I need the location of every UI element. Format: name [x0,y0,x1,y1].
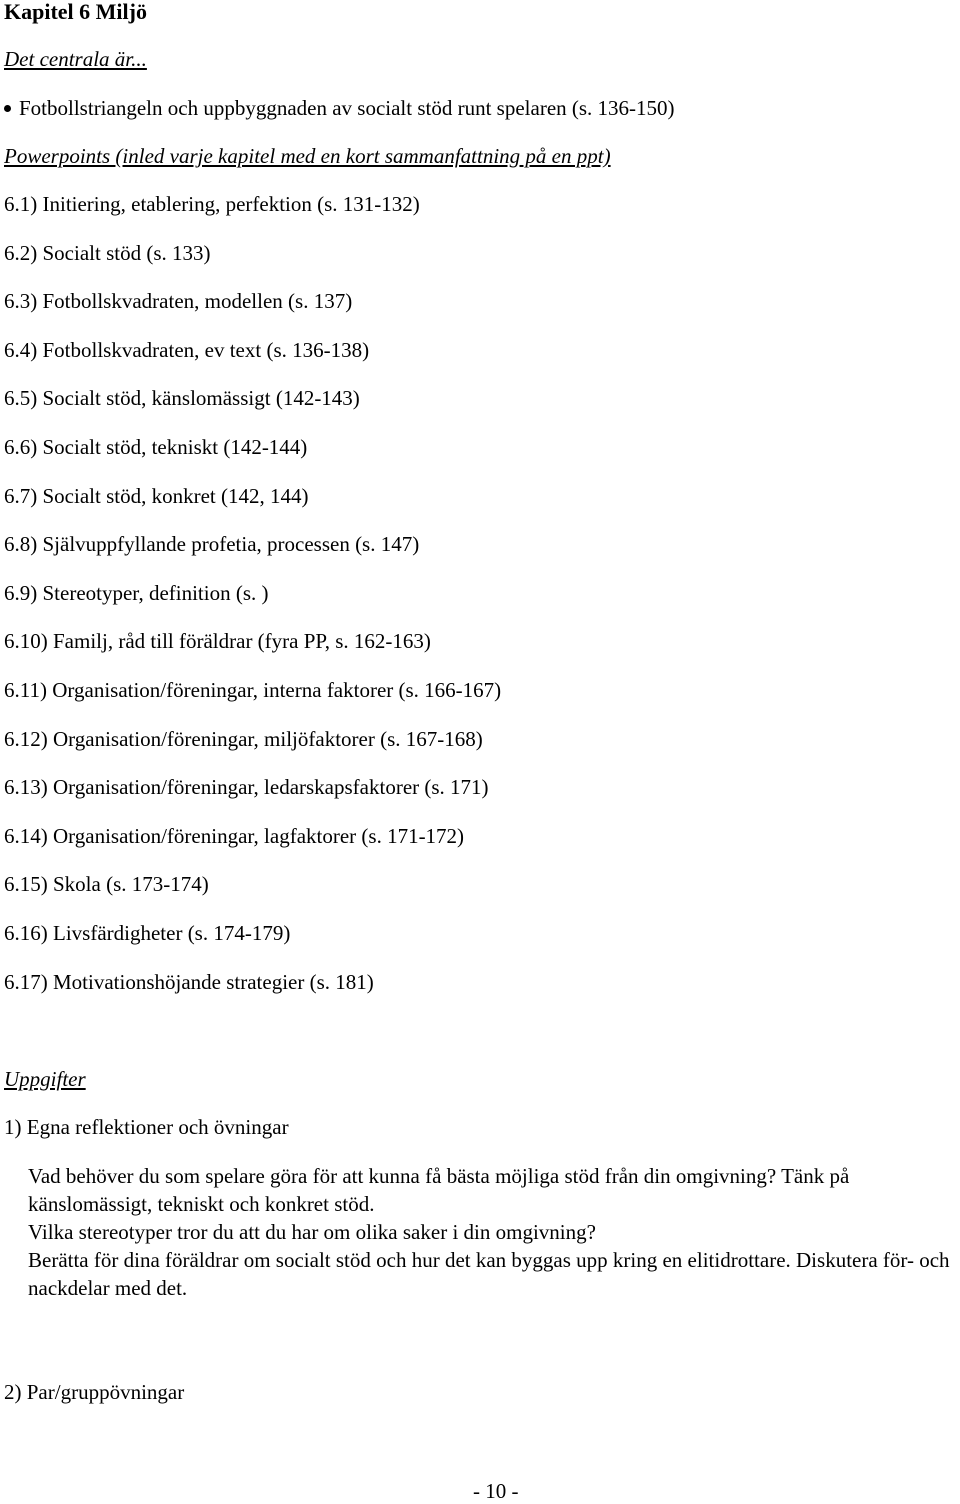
question-item [4,1162,954,1218]
powerpoint-item: 6.2) Socialt stöd (s. 133) [4,241,211,265]
powerpoint-item: 6.11) Organisation/föreningar, interna faktorer (s. 166-167) [4,678,502,702]
powerpoint-item: 6.3) Fotbollskvadraten, modellen (s. 137) [4,289,353,313]
tasks-heading: Uppgifter [4,1067,86,1091]
question-text: Berätta för dina föräldrar om socialt stöd och hur det kan byggas upp kring en elitidrottare. Diskutera för- och nackdelar med det. [28,1248,950,1300]
powerpoint-item: 6.12) Organisation/föreningar, miljöfaktorer (s. 167-168) [4,727,483,751]
powerpoint-item: 6.9) Stereotyper, definition (s. ) [4,581,269,605]
question-list [4,1162,954,1302]
powerpoint-item: 6.10) Familj, råd till föräldrar (fyra PP, s. 162-163) [4,629,431,653]
powerpoints-heading: Powerpoints (inled varje kapitel med en kort sammanfattning på en ppt) [4,144,611,168]
powerpoint-item: 6.6) Socialt stöd, tekniskt (142-144) [4,435,308,459]
chapter-title: Kapitel 6 Miljö [4,0,147,24]
powerpoint-item: 6.8) Självuppfyllande profetia, processen (s. 147) [4,532,420,556]
powerpoint-item: 6.14) Organisation/föreningar, lagfaktorer (s. 171-172) [4,824,465,848]
powerpoint-item: 6.13) Organisation/föreningar, ledarskapsfaktorer (s. 171) [4,775,489,799]
powerpoint-item: 6.16) Livsfärdigheter (s. 174-179) [4,921,291,945]
question-marker [4,1218,28,1246]
section1-heading: 1) Egna reflektioner och övningar [4,1115,289,1139]
question-text: Vilka stereotyper tror du att du har om olika saker i din omgivning? [28,1220,596,1244]
question-text: Vad behöver du som spelare göra för att kunna få bästa möjliga stöd från din omgivning? Tänk på känslomässigt, tekniskt och konkret stöd. [28,1164,850,1216]
central-heading: Det centrala är... [4,47,147,71]
powerpoint-item: 6.15) Skola (s. 173-174) [4,872,209,896]
section2-heading: 2) Par/gruppövningar [4,1380,185,1404]
bullet-item [4,96,675,121]
question-item [4,1246,954,1302]
powerpoint-item: 6.17) Motivationshöjande strategier (s. 181) [4,970,374,994]
powerpoint-item: 6.7) Socialt stöd, konkret (142, 144) [4,484,309,508]
bullet-icon [4,105,11,112]
powerpoint-item: 6.5) Socialt stöd, känslomässigt (142-143) [4,386,360,410]
bullet-text: Fotbollstriangeln och uppbyggnaden av socialt stöd runt spelaren (s. 136-150) [19,96,675,120]
powerpoint-item: 6.4) Fotbollskvadraten, ev text (s. 136-138) [4,338,370,362]
question-item [4,1218,954,1246]
page-number: - 10 - [473,1479,519,1503]
question-marker [4,1246,28,1274]
question-marker [4,1162,28,1190]
powerpoint-item: 6.1) Initiering, etablering, perfektion (s. 131-132) [4,192,420,216]
